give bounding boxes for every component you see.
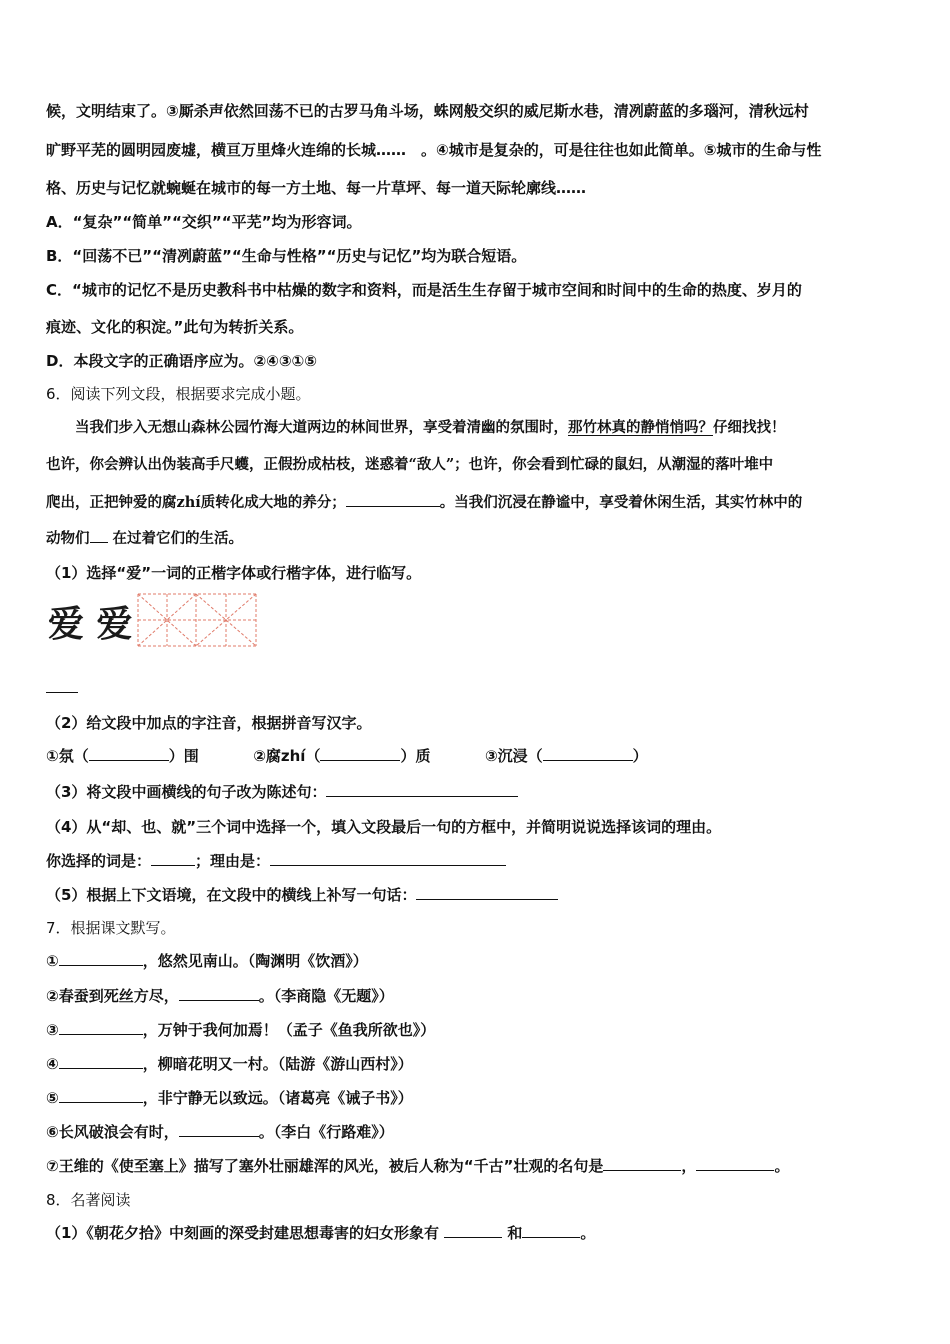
paragraph-line: 格、历史与记忆就蜿蜒在城市的每一方土地、每一片草坪、每一道天际轮廓线……	[46, 179, 587, 197]
item-num: ④	[46, 1055, 59, 1073]
answer-blank[interactable]	[179, 986, 259, 1001]
answer-blank[interactable]	[59, 1088, 143, 1103]
question-7-title: 7．根据课文默写。	[46, 919, 176, 937]
answer-blank[interactable]	[59, 1054, 143, 1069]
word-label: 你选择的词是：	[46, 852, 152, 870]
item-text: ，悠然见南山。（陶渊明《饮酒》）	[142, 952, 368, 970]
answer-blank[interactable]	[59, 1020, 143, 1035]
fill-box[interactable]	[90, 528, 108, 543]
item-a-suffix: ）围	[168, 747, 199, 765]
passage-line: 也许，你会辨认出伪装高手尺蠖，正假扮成枯枝，迷惑着“敌人”；也许，你会看到忙碌的鼠妇，从潮湿的落叶堆中	[46, 456, 774, 473]
pinyin-answers	[46, 746, 648, 766]
answer-blank[interactable]	[179, 1122, 259, 1137]
subquestion-5	[46, 885, 558, 905]
passage-text: 仔细找找！	[713, 419, 786, 436]
item-num: ⑤	[46, 1089, 59, 1107]
item-text: 。	[580, 1224, 596, 1242]
word-blank[interactable]	[151, 851, 195, 866]
question-6-title: 6．阅读下列文段，根据要求完成小题。	[46, 385, 311, 403]
item-text: ⑥长风破浪会有时，	[46, 1123, 179, 1141]
calligraphy-sample-image	[46, 592, 258, 648]
answer-blank[interactable]	[59, 951, 143, 966]
answer-blank[interactable]	[326, 782, 518, 797]
recitation-item	[46, 986, 394, 1006]
option-d: D．本段文字的正确语序应为。②④③①⑤	[46, 352, 317, 370]
recitation-item	[46, 1020, 435, 1040]
paragraph-line: 旷野平芜的圆明园废墟，横亘万里烽火连绵的长城…… 。④城市是复杂的，可是往往也如此简单。⑤城市的生命与性	[46, 141, 822, 159]
item-b-suffix: ）质	[400, 747, 431, 765]
fill-blank[interactable]	[346, 492, 440, 507]
subquestion-3	[46, 782, 518, 802]
recitation-item	[46, 1054, 413, 1074]
recitation-item	[46, 1156, 789, 1176]
option-c-cont: 痕迹、文化的积淀。”此句为转折关系。	[46, 318, 304, 336]
subquestion-1: （1）选择“爱”一词的正楷字体或行楷字体，进行临写。	[46, 564, 422, 582]
calligraphy-characters: 爱 爱	[48, 603, 133, 645]
passage-text: 动物们	[46, 530, 90, 547]
item-b-label: ②腐zhí（	[253, 747, 321, 765]
option-b: B．“回荡不已”“清冽蔚蓝”“生命与性格”“历史与记忆”均为联合短语。	[46, 247, 527, 265]
passage-text: 。当我们沉浸在静谧中，享受着休闲生活，其实竹林中的	[439, 494, 803, 511]
passage-line	[46, 418, 786, 438]
question-8-title: 8．名著阅读	[46, 1191, 131, 1209]
item-text: ⑦王维的《使至塞上》描写了塞外壮丽雄浑的风光，被后人称为“千古”壮观的名句是	[46, 1157, 604, 1175]
item-c-label: ③沉浸（	[484, 747, 543, 765]
item-num: ①	[46, 952, 59, 970]
passage-line	[46, 492, 802, 513]
item-text: ②春蚕到死丝方尽，	[46, 987, 179, 1005]
recitation-item	[46, 1122, 394, 1142]
item-text: 。	[774, 1157, 790, 1175]
answer-blank[interactable]	[416, 885, 558, 900]
recitation-item	[46, 951, 368, 971]
subquestion-2: （2）给文段中加点的字注音，根据拼音写汉字。	[46, 714, 372, 732]
item-num: ③	[46, 1021, 59, 1039]
item-text: ，万钟于我何加焉！（孟子《鱼我所欲也》）	[142, 1021, 436, 1039]
answer-blank[interactable]	[522, 1223, 580, 1238]
passage-text: 爬出，正把钟爱的腐zhí质转化成大地的养分；	[46, 494, 346, 511]
paragraph-line: 候，文明结束了。③厮杀声依然回荡不已的古罗马角斗场，蛛网般交织的威尼斯水巷，清冽蔚蓝的多瑙河，清秋远村	[46, 102, 809, 120]
passage-text: 当我们步入无想山森林公园竹海大道两边的林间世界，享受着清幽的氛围时，	[46, 419, 568, 436]
passage-line	[46, 528, 243, 549]
answer-blank-c[interactable]	[543, 746, 633, 761]
answer-blank-a[interactable]	[89, 746, 169, 761]
recitation-item	[46, 1088, 413, 1108]
reading-item	[46, 1223, 595, 1243]
item-a-label: ①氛（	[46, 747, 89, 765]
item-text: （1）《朝花夕拾》中刻画的深受封建思想毒害的妇女形象有	[46, 1224, 445, 1242]
item-text: 。（李商隐《无题》）	[258, 987, 394, 1005]
answer-blank[interactable]	[696, 1156, 774, 1171]
item-text: ，非宁静无以致远。（诸葛亮《诫子书》）	[142, 1089, 413, 1107]
subquestion-3-text: （3）将文段中画横线的句子改为陈述句：	[46, 783, 327, 801]
answer-blank[interactable]	[444, 1223, 502, 1238]
subquestion-4-answer	[46, 851, 506, 871]
option-c: C．“城市的记忆不是历史教科书中枯燥的数字和资料，而是活生生存留于城市空间和时间中的生命的热度、岁月的	[46, 281, 802, 299]
subquestion-5-text: （5）根据上下文语境，在文段中的横线上补写一句话：	[46, 886, 417, 904]
item-c-suffix: ）	[632, 747, 648, 765]
item-text: 。（李白《行路难》）	[258, 1123, 394, 1141]
option-a: A．“复杂”“简单”“交织”“平芜”均为形容词。	[46, 213, 362, 231]
subquestion-4: （4）从“却、也、就”三个词中选择一个，填入文段最后一句的方框中，并简明说说选择该词的理由。	[46, 818, 722, 836]
answer-blank-b[interactable]	[320, 746, 400, 761]
answer-blank[interactable]	[603, 1156, 681, 1171]
item-text: 和	[502, 1224, 523, 1242]
copy-grid	[138, 594, 256, 646]
item-text: ，	[681, 1157, 697, 1175]
item-text: ，柳暗花明又一村。（陆游《游山西村》）	[142, 1055, 413, 1073]
reason-label: ；理由是：	[195, 852, 271, 870]
answer-line[interactable]	[46, 692, 78, 693]
reason-blank[interactable]	[270, 851, 506, 866]
underlined-sentence: 那竹林真的静悄悄吗？	[568, 419, 713, 436]
passage-text: 在过着它们的生活。	[107, 530, 244, 547]
